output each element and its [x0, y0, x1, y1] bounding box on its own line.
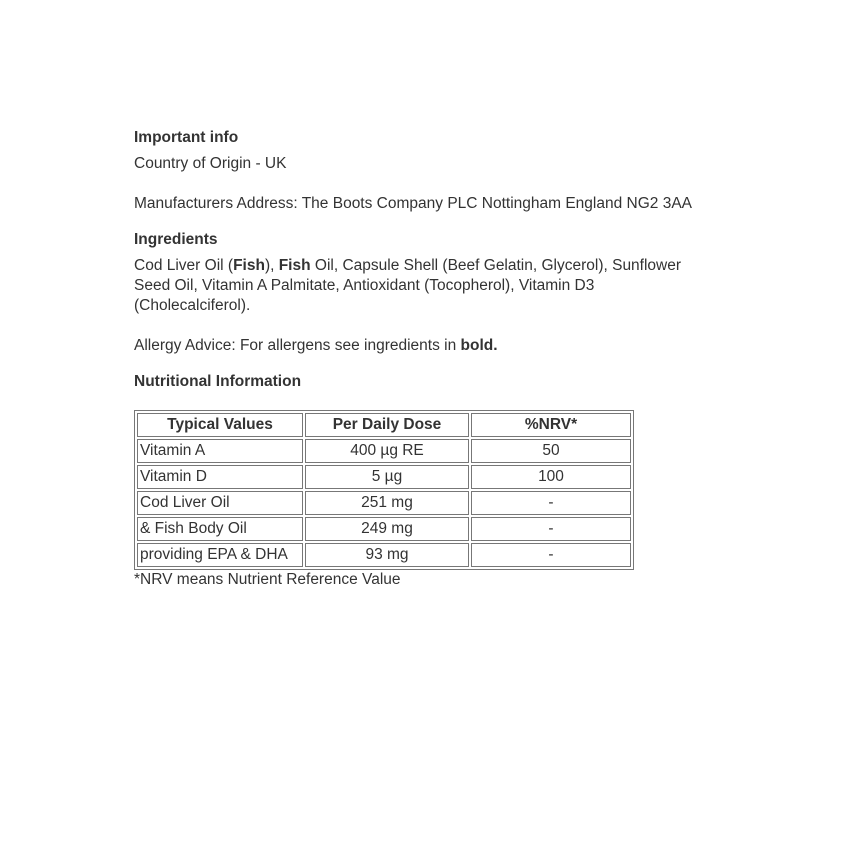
nrv-value: -	[471, 491, 631, 515]
table-row	[137, 491, 631, 515]
nutrient-name: & Fish Body Oil	[137, 517, 303, 541]
column-header: %NRV*	[471, 413, 631, 437]
nrv-footnote: *NRV means Nutrient Reference Value	[134, 571, 401, 588]
ingredients-part: Cod Liver Oil (	[134, 257, 234, 274]
nutrient-name: Cod Liver Oil	[137, 491, 303, 515]
nrv-value: -	[471, 543, 631, 567]
daily-dose-value: 400 µg RE	[305, 439, 469, 463]
manufacturer-address: Manufacturers Address: The Boots Company PLC Nottingham England NG2 3AA	[134, 195, 693, 212]
table-row	[137, 465, 631, 489]
allergy-advice	[134, 336, 734, 356]
nrv-value: 100	[471, 465, 631, 489]
daily-dose-value: 93 mg	[305, 543, 469, 567]
table-row	[137, 439, 631, 463]
nutrient-name: Vitamin A	[137, 439, 303, 463]
nrv-value: -	[471, 517, 631, 541]
nutrient-name: providing EPA & DHA	[137, 543, 303, 567]
allergy-advice-bold: bold.	[460, 337, 498, 354]
daily-dose-value: 251 mg	[305, 491, 469, 515]
ingredients-part: ),	[264, 257, 279, 274]
table-row	[137, 543, 631, 567]
ingredients-part: Oil, Capsule Shell (Beef Gelatin, Glycerol), Sunflower Seed Oil, Vitamin A Palmitate, Antioxidant (Tocopherol), Vitamin D3 (Cholecalciferol).	[134, 257, 682, 314]
ingredients-allergen: Fish	[278, 257, 311, 274]
product-info	[134, 128, 734, 590]
column-header: Per Daily Dose	[305, 413, 469, 437]
nutrient-name: Vitamin D	[137, 465, 303, 489]
table-row	[137, 517, 631, 541]
nutrition-table	[134, 410, 634, 570]
ingredients-heading: Ingredients	[134, 231, 218, 248]
country-of-origin: Country of Origin - UK	[134, 155, 287, 172]
nrv-value: 50	[471, 439, 631, 463]
ingredients-text	[134, 256, 714, 316]
daily-dose-value: 249 mg	[305, 517, 469, 541]
daily-dose-value: 5 µg	[305, 465, 469, 489]
important-info-heading: Important info	[134, 129, 239, 146]
ingredients-allergen: Fish	[233, 257, 265, 274]
column-header: Typical Values	[137, 413, 303, 437]
allergy-advice-text: Allergy Advice: For allergens see ingredients in	[134, 337, 461, 354]
table-header-row	[137, 413, 631, 437]
nutritional-info-heading: Nutritional Information	[134, 373, 302, 390]
